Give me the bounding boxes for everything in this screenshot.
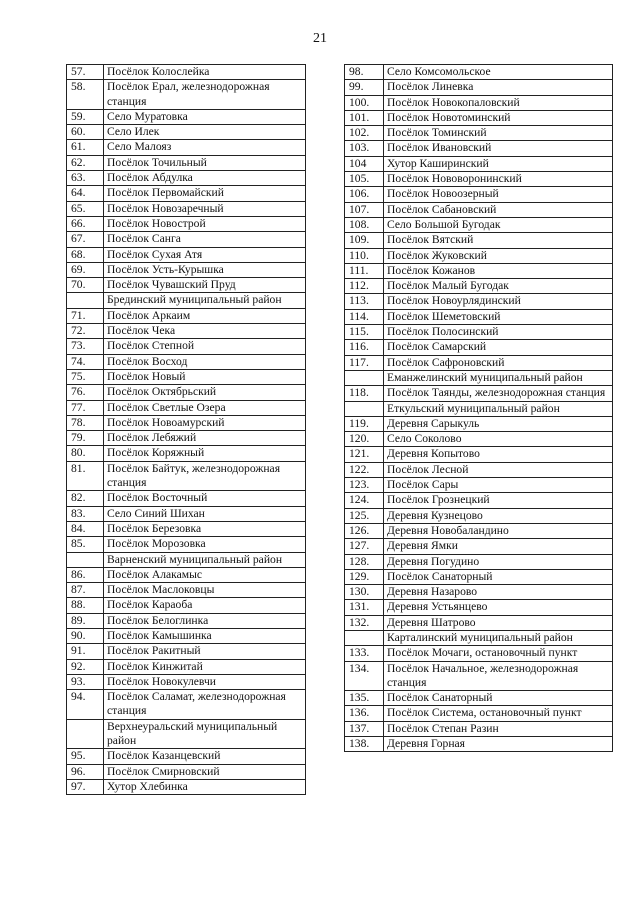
table-row: [67, 567, 306, 582]
row-number: 137.: [345, 721, 384, 736]
table-row: [67, 262, 306, 277]
district-header-row: [67, 719, 306, 749]
row-number: 66.: [67, 216, 104, 231]
settlement-name: Посёлок Первомайский: [104, 186, 306, 201]
table-row: [345, 432, 613, 447]
table-row: [345, 80, 613, 95]
row-number: 72.: [67, 324, 104, 339]
table-row: [345, 615, 613, 630]
settlement-name: Посёлок Новозаречный: [104, 201, 306, 216]
table-row: [345, 340, 613, 355]
settlement-name: Посёлок Октябрьский: [104, 385, 306, 400]
row-number: 121.: [345, 447, 384, 462]
settlement-name: Посёлок Санга: [104, 232, 306, 247]
table-row: [345, 737, 613, 752]
settlement-name: Посёлок Вятский: [384, 233, 613, 248]
row-number: 132.: [345, 615, 384, 630]
table-row: [67, 431, 306, 446]
settlement-name: Посёлок Грознецкий: [384, 493, 613, 508]
settlement-name: Посёлок Восточный: [104, 491, 306, 506]
table-row: [67, 506, 306, 521]
table-row: [67, 232, 306, 247]
table-row: [67, 354, 306, 369]
table-row: [67, 171, 306, 186]
settlement-name: Посёлок Линевка: [384, 80, 613, 95]
table-row: [345, 263, 613, 278]
row-number: 123.: [345, 478, 384, 493]
table-row: [345, 126, 613, 141]
settlement-name: Посёлок Степан Разин: [384, 721, 613, 736]
table-row: [67, 521, 306, 536]
settlement-name: Посёлок Алакамыс: [104, 567, 306, 582]
settlement-name: Деревня Горная: [384, 737, 613, 752]
table-row: [67, 324, 306, 339]
row-number: 75.: [67, 369, 104, 384]
settlement-name: Посёлок Чувашский Пруд: [104, 278, 306, 293]
row-number: 129.: [345, 569, 384, 584]
row-number: 117.: [345, 355, 384, 370]
table-row: [345, 156, 613, 171]
settlement-name: Посёлок Полосинский: [384, 325, 613, 340]
row-number: 105.: [345, 172, 384, 187]
table-row: [67, 109, 306, 124]
settlement-name: Посёлок Начальное, железнодорожная станция: [384, 661, 613, 691]
settlement-name: Посёлок Аркаим: [104, 308, 306, 323]
table-row: [345, 554, 613, 569]
settlement-name: Посёлок Лебяжий: [104, 431, 306, 446]
table-row: [67, 644, 306, 659]
row-number: 119.: [345, 416, 384, 431]
settlement-name: Посёлок Колослейка: [104, 65, 306, 80]
settlement-name: Деревня Копытово: [384, 447, 613, 462]
table-row: [67, 369, 306, 384]
row-number: 103.: [345, 141, 384, 156]
settlement-name: Посёлок Чека: [104, 324, 306, 339]
row-number: 111.: [345, 263, 384, 278]
row-number: 113.: [345, 294, 384, 309]
settlement-name: Село Комсомольское: [384, 65, 613, 80]
row-number: 76.: [67, 385, 104, 400]
settlement-name: Посёлок Абдулка: [104, 171, 306, 186]
settlement-name: Посёлок Малый Бугодак: [384, 279, 613, 294]
row-number: 128.: [345, 554, 384, 569]
table-row: [67, 613, 306, 628]
table-row: [345, 279, 613, 294]
settlement-name: Посёлок Жуковский: [384, 248, 613, 263]
settlement-name: Посёлок Сабановский: [384, 202, 613, 217]
row-number: 71.: [67, 308, 104, 323]
settlement-name: Посёлок Новострой: [104, 216, 306, 231]
district-header-row: [345, 401, 613, 416]
row-number: 67.: [67, 232, 104, 247]
settlement-name: Посёлок Новокулевчи: [104, 674, 306, 689]
settlement-name: Посёлок Байтук, железнодорожная станция: [104, 461, 306, 491]
row-number: 106.: [345, 187, 384, 202]
row-number: 99.: [345, 80, 384, 95]
row-number: 59.: [67, 109, 104, 124]
table-row: [67, 674, 306, 689]
settlement-name: Посёлок Ракитный: [104, 644, 306, 659]
row-number: 96.: [67, 764, 104, 779]
settlement-name: Посёлок Шеметовский: [384, 309, 613, 324]
settlement-name: Посёлок Усть-Курышка: [104, 262, 306, 277]
table-row: [67, 140, 306, 155]
table-row: [345, 248, 613, 263]
table-row: [345, 110, 613, 125]
settlement-name: Посёлок Маслоковцы: [104, 583, 306, 598]
row-number: 136.: [345, 706, 384, 721]
row-number: 101.: [345, 110, 384, 125]
row-number: 126.: [345, 523, 384, 538]
settlement-name: Посёлок Сухая Атя: [104, 247, 306, 262]
row-number: 77.: [67, 400, 104, 415]
settlements-table-right: [344, 64, 613, 752]
district-name: Еманжелинский муниципальный район: [384, 370, 613, 385]
settlement-name: Посёлок Саламат, железнодорожная станция: [104, 690, 306, 720]
row-number: [345, 370, 384, 385]
table-row: [67, 446, 306, 461]
settlement-name: Посёлок Новокопаловский: [384, 95, 613, 110]
settlement-name: Посёлок Новоамурский: [104, 415, 306, 430]
table-row: [345, 462, 613, 477]
district-header-row: [345, 630, 613, 645]
row-number: 134.: [345, 661, 384, 691]
table-row: [67, 461, 306, 491]
row-number: [345, 401, 384, 416]
row-number: 104: [345, 156, 384, 171]
settlement-name: Деревня Кузнецово: [384, 508, 613, 523]
row-number: 61.: [67, 140, 104, 155]
settlement-name: Деревня Назарово: [384, 585, 613, 600]
district-name: Еткульский муниципальный район: [384, 401, 613, 416]
settlement-name: Село Большой Бугодак: [384, 217, 613, 232]
settlement-name: Посёлок Санаторный: [384, 569, 613, 584]
table-row: [345, 309, 613, 324]
table-row: [67, 125, 306, 140]
table-row: [345, 325, 613, 340]
table-row: [345, 523, 613, 538]
settlement-name: Посёлок Самарский: [384, 340, 613, 355]
row-number: [67, 719, 104, 749]
table-row: [345, 661, 613, 691]
table-row: [67, 155, 306, 170]
table-row: [67, 339, 306, 354]
settlement-name: Посёлок Нововоронинский: [384, 172, 613, 187]
settlement-name: Хутор Каширинский: [384, 156, 613, 171]
table-row: [345, 691, 613, 706]
row-number: 74.: [67, 354, 104, 369]
table-row: [67, 628, 306, 643]
district-name: Брединский муниципальный район: [104, 293, 306, 308]
table-row: [345, 539, 613, 554]
row-number: 83.: [67, 506, 104, 521]
row-number: [67, 552, 104, 567]
table-row: [345, 416, 613, 431]
row-number: 120.: [345, 432, 384, 447]
settlement-name: Деревня Ямки: [384, 539, 613, 554]
row-number: 81.: [67, 461, 104, 491]
table-row: [345, 447, 613, 462]
district-name: Карталинский муниципальный район: [384, 630, 613, 645]
table-row: [67, 764, 306, 779]
row-number: 100.: [345, 95, 384, 110]
table-row: [345, 386, 613, 401]
settlement-name: Посёлок Коряжный: [104, 446, 306, 461]
settlement-name: Посёлок Томинский: [384, 126, 613, 141]
settlement-name: Посёлок Светлые Озера: [104, 400, 306, 415]
row-number: 82.: [67, 491, 104, 506]
settlement-name: Посёлок Кинжитай: [104, 659, 306, 674]
row-number: 93.: [67, 674, 104, 689]
settlement-name: Деревня Новобаландино: [384, 523, 613, 538]
row-number: 102.: [345, 126, 384, 141]
district-header-row: [67, 552, 306, 567]
table-row: [345, 141, 613, 156]
settlements-table-left: [66, 64, 306, 795]
table-row: [67, 201, 306, 216]
settlement-name: Деревня Устьянцево: [384, 600, 613, 615]
settlement-name: Посёлок Лесной: [384, 462, 613, 477]
row-number: 114.: [345, 309, 384, 324]
row-number: 58.: [67, 80, 104, 110]
row-number: 125.: [345, 508, 384, 523]
table-row: [67, 65, 306, 80]
table-row: [67, 690, 306, 720]
table-row: [67, 278, 306, 293]
settlement-name: Посёлок Караоба: [104, 598, 306, 613]
table-row: [67, 659, 306, 674]
district-header-row: [67, 293, 306, 308]
row-number: 108.: [345, 217, 384, 232]
district-name: Варненский муниципальный район: [104, 552, 306, 567]
row-number: 88.: [67, 598, 104, 613]
row-number: 91.: [67, 644, 104, 659]
row-number: 57.: [67, 65, 104, 80]
settlement-name: Село Соколово: [384, 432, 613, 447]
row-number: 109.: [345, 233, 384, 248]
row-number: 87.: [67, 583, 104, 598]
settlement-name: Посёлок Новоозерный: [384, 187, 613, 202]
settlement-name: Посёлок Система, остановочный пункт: [384, 706, 613, 721]
row-number: [345, 630, 384, 645]
row-number: 62.: [67, 155, 104, 170]
page-number: 21: [313, 31, 327, 46]
district-name: Верхнеуральский муниципальный район: [104, 719, 306, 749]
row-number: 94.: [67, 690, 104, 720]
settlement-name: Посёлок Березовка: [104, 521, 306, 536]
row-number: 68.: [67, 247, 104, 262]
table-row: [345, 217, 613, 232]
settlement-name: Деревня Погудино: [384, 554, 613, 569]
table-row: [345, 721, 613, 736]
row-number: 107.: [345, 202, 384, 217]
row-number: 127.: [345, 539, 384, 554]
settlement-name: Посёлок Точильный: [104, 155, 306, 170]
table-row: [345, 187, 613, 202]
row-number: 138.: [345, 737, 384, 752]
district-header-row: [345, 370, 613, 385]
row-number: 131.: [345, 600, 384, 615]
settlement-name: Посёлок Таянды, железнодорожная станция: [384, 386, 613, 401]
table-row: [67, 598, 306, 613]
table-row: [345, 355, 613, 370]
row-number: 69.: [67, 262, 104, 277]
row-number: 124.: [345, 493, 384, 508]
row-number: 84.: [67, 521, 104, 536]
row-number: 112.: [345, 279, 384, 294]
row-number: 130.: [345, 585, 384, 600]
table-row: [345, 95, 613, 110]
table-row: [67, 779, 306, 794]
settlement-name: Посёлок Степной: [104, 339, 306, 354]
table-row: [67, 583, 306, 598]
row-number: 65.: [67, 201, 104, 216]
settlement-name: Хутор Хлебинка: [104, 779, 306, 794]
row-number: 63.: [67, 171, 104, 186]
table-row: [67, 186, 306, 201]
table-row: [345, 65, 613, 80]
row-number: 110.: [345, 248, 384, 263]
table-row: [345, 646, 613, 661]
table-row: [345, 508, 613, 523]
settlement-name: Посёлок Кожанов: [384, 263, 613, 278]
row-number: 122.: [345, 462, 384, 477]
settlement-name: Посёлок Ерал, железнодорожная станция: [104, 80, 306, 110]
row-number: 92.: [67, 659, 104, 674]
table-row: [67, 537, 306, 552]
table-row: [345, 569, 613, 584]
settlement-name: Посёлок Казанцевский: [104, 749, 306, 764]
table-row: [345, 493, 613, 508]
row-number: 97.: [67, 779, 104, 794]
row-number: 135.: [345, 691, 384, 706]
table-row: [67, 216, 306, 231]
settlement-name: Посёлок Сафроновский: [384, 355, 613, 370]
settlement-name: Село Илек: [104, 125, 306, 140]
table-row: [67, 80, 306, 110]
table-row: [345, 585, 613, 600]
table-row: [67, 385, 306, 400]
settlement-name: Посёлок Ивановский: [384, 141, 613, 156]
row-number: 60.: [67, 125, 104, 140]
row-number: 133.: [345, 646, 384, 661]
row-number: 116.: [345, 340, 384, 355]
settlement-name: Посёлок Новый: [104, 369, 306, 384]
settlement-name: Посёлок Смирновский: [104, 764, 306, 779]
settlement-name: Посёлок Белоглинка: [104, 613, 306, 628]
row-number: 86.: [67, 567, 104, 582]
settlement-name: Село Синий Шихан: [104, 506, 306, 521]
table-row: [67, 247, 306, 262]
row-number: 98.: [345, 65, 384, 80]
settlement-name: Посёлок Мочаги, остановочный пункт: [384, 646, 613, 661]
row-number: 78.: [67, 415, 104, 430]
settlement-name: Село Малояз: [104, 140, 306, 155]
row-number: 64.: [67, 186, 104, 201]
settlement-name: Посёлок Восход: [104, 354, 306, 369]
row-number: 80.: [67, 446, 104, 461]
table-row: [67, 491, 306, 506]
table-row: [67, 415, 306, 430]
row-number: 115.: [345, 325, 384, 340]
settlement-name: Посёлок Санаторный: [384, 691, 613, 706]
settlement-name: Посёлок Камышинка: [104, 628, 306, 643]
table-row: [67, 749, 306, 764]
settlement-name: Деревня Сарыкуль: [384, 416, 613, 431]
table-row: [345, 706, 613, 721]
row-number: 85.: [67, 537, 104, 552]
table-row: [345, 600, 613, 615]
row-number: 89.: [67, 613, 104, 628]
settlement-name: Посёлок Новоурлядинский: [384, 294, 613, 309]
settlement-name: Село Муратовка: [104, 109, 306, 124]
row-number: 118.: [345, 386, 384, 401]
table-row: [345, 202, 613, 217]
table-row: [345, 233, 613, 248]
row-number: [67, 293, 104, 308]
row-number: 70.: [67, 278, 104, 293]
row-number: 73.: [67, 339, 104, 354]
row-number: 79.: [67, 431, 104, 446]
table-row: [345, 478, 613, 493]
row-number: 95.: [67, 749, 104, 764]
table-row: [67, 400, 306, 415]
settlement-name: Посёлок Новотоминский: [384, 110, 613, 125]
settlement-name: Посёлок Сары: [384, 478, 613, 493]
settlement-name: Деревня Шатрово: [384, 615, 613, 630]
settlement-name: Посёлок Морозовка: [104, 537, 306, 552]
table-row: [345, 172, 613, 187]
row-number: 90.: [67, 628, 104, 643]
table-row: [67, 308, 306, 323]
table-row: [345, 294, 613, 309]
